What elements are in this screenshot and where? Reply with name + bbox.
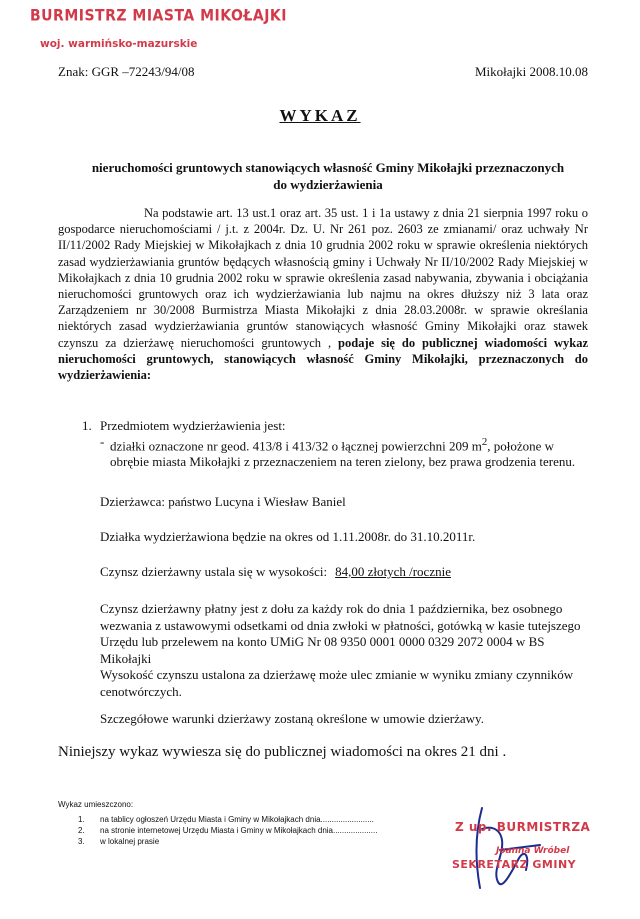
payment-terms-block — [100, 601, 595, 700]
parcel-description — [110, 434, 590, 470]
intro-bold-text: podaje się do publicznej wiadomości wykaz nieruchomości gruntowych, stanowiących własność Gminy Mikołajki, przeznaczonych do wydzierżawienia: — [58, 335, 589, 383]
subtitle-line-1: nieruchomości gruntowych stanowiących własność Gminy Mikołajki przeznaczonych — [91, 160, 565, 175]
tenant-line: Dzierżawca: państwo Lucyna i Wiesław Baniel — [100, 494, 346, 509]
lease-details-note: Szczegółowe warunki dzierżawy zostaną określone w umowie dzierżawy. — [100, 711, 484, 726]
signature-stamp-line-2: Joanna Wróbel — [496, 846, 570, 856]
reference-number: Znak: GGR –72243/94/08 — [58, 64, 195, 79]
posted-item-number: 3. — [78, 837, 85, 846]
intro-text: Na podstawie art. 13 ust.1 oraz art. 35 ust. 1 i 1a ustawy z dnia 21 sierpnia 1997 roku o gospodarce nieruchomościami / j.t. z 2004r. Dz. U. Nr 261 poz. 2603 ze zmianami/ oraz uchwały Nr II/11/2002 Rady Miejskiej w Mikołajkach z dnia 10 grudnia 2002 roku w sprawie określenia niektórych zasad wydzierżawiania gruntów będących własnością gminy i Uchwały Nr II/10/2002 Rady Miejskiej w Mikołajkach z dnia 10 grudnia 2002 roku w sprawie określenia zasad nabywania, zbywania i obciążania nieruchomości gruntowych oraz ich wydzierżawiania lub najmu na okres dłuższy niż 3 lata oraz Zarządzeniem nr 30/2008 Burmistrza Miasta Mikołajki z dnia 28.03.2008r. w sprawie określania niektórych zasad wydzierżawiania gruntów stanowiących własność Gminy Mikołajki oraz stawek czynszu za dzierżawę nieruchomości gruntowych , — [58, 206, 588, 350]
intro-paragraph — [58, 205, 588, 383]
posted-heading: Wykaz umieszczono: — [58, 800, 134, 809]
subtitle-line-2: do wydzierżawienia — [273, 177, 383, 192]
area-unit-superscript: 2 — [481, 436, 488, 448]
posted-item-text: na stronie internetowej Urzędu Miasta i Gminy w Mikołajkach dnia.................... — [100, 826, 378, 835]
point-dash: - — [100, 434, 105, 449]
parcel-text-a: działki oznaczone nr geod. 413/8 i 413/32 o łącznej powierzchni 209 m — [110, 438, 482, 454]
posted-item-text: w lokalnej prasie — [100, 837, 160, 846]
publication-notice: Niniejszy wykaz wywiesza się do publicznej wiadomości na okres 21 dni . — [58, 744, 507, 760]
rent-line — [100, 564, 451, 580]
rent-value: 84,00 złotych /rocznie — [335, 564, 451, 579]
payment-terms: Czynsz dzierżawny płatny jest z dołu za każdy rok do dnia 1 października, bez osobnego wezwania z ustawowymi odsetkami od dnia zwłoki w płatności, gotówką w kasie tutejszego Urzędu lub przelewem na konto UMiG Nr 08 9350 0001 0000 0329 2072 0004 w BS Mikołajki — [100, 601, 581, 666]
point-number: 1. — [82, 418, 92, 433]
document-subtitle — [58, 159, 598, 193]
signature-stamp-line-3: SEKRETARZ GMINY — [452, 858, 577, 871]
posted-item-number: 1. — [78, 815, 85, 824]
rent-label: Czynsz dzierżawny ustala się w wysokości: — [100, 564, 328, 579]
point-heading: Przedmiotem wydzierżawienia jest: — [100, 418, 286, 433]
signature-stamp-line-1: Z up. BURMISTRZA — [455, 820, 591, 834]
posted-item-number: 2. — [78, 826, 85, 835]
posted-item — [78, 837, 159, 846]
mayor-stamp-title: BURMISTRZ MIASTA MIKOŁAJKI — [30, 6, 287, 26]
rent-change-note: Wysokość czynszu ustalona za dzierżawę może ulec zmianie w wyniku zmiany czynników cenotwórczych. — [100, 667, 574, 699]
mayor-stamp-subtitle: woj. warmińsko-mazurskie — [40, 38, 198, 50]
posted-item — [78, 826, 377, 835]
parcel-text-b: , położone w obrębie miasta Mikołajki z przeznaczeniem na teren zielony, bez prawa grodzenia terenu. — [110, 438, 576, 470]
document-title: WYKAZ — [279, 106, 361, 125]
posted-item-text: na tablicy ogłoszeń Urzędu Miasta i Gminy w Mikołajkach dnia........................ — [100, 815, 374, 824]
lease-period: Działka wydzierżawiona będzie na okres od 1.11.2008r. do 31.10.2011r. — [100, 529, 476, 544]
posted-item — [78, 815, 374, 824]
place-date: Mikołajki 2008.10.08 — [474, 64, 588, 79]
